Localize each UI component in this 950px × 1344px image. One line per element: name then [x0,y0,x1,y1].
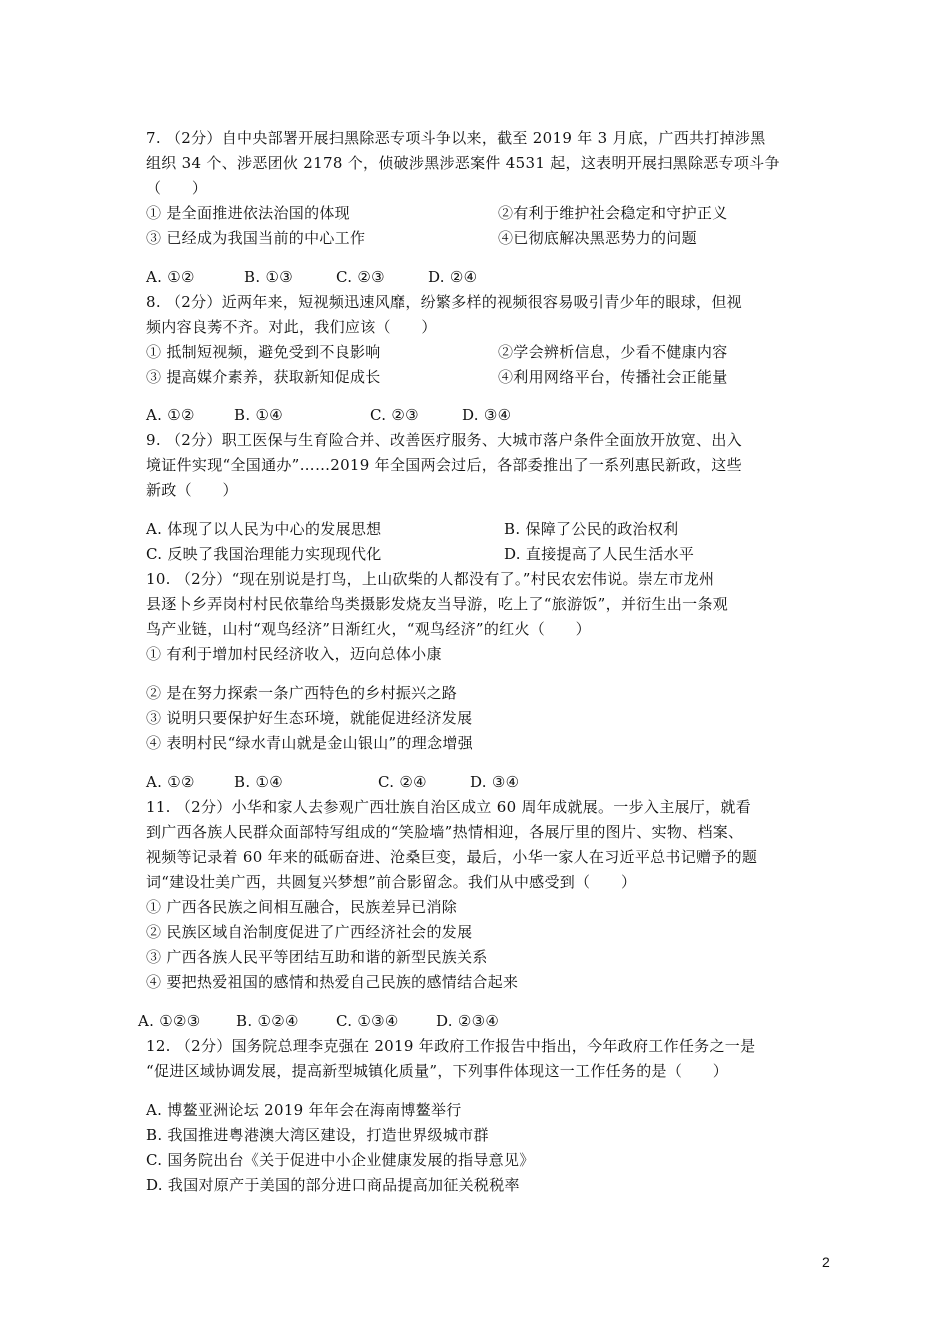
q10-statement-1: ① 有利于增加村民经济收入，迈向总体小康 [146,645,442,663]
q8-statement-1: ① 抵制短视频，避免受到不良影响 [146,343,381,361]
q11-choice-c: C. ①③④ [336,1012,399,1030]
q7-statement-3: ③ 已经成为我国当前的中心工作 [146,229,366,247]
q10-choice-d: D. ③④ [470,773,520,791]
q10-statement-4: ④ 表明村民“绿水青山就是金山银山”的理念增强 [146,734,474,752]
q12-choice-c: C. 国务院出台《关于促进中小企业健康发展的指导意见》 [146,1151,535,1169]
q8-choice-b: B. ①④ [234,406,283,424]
q10-stem-line-1: 10. （2分）“现在别说是打鸟，上山砍柴的人都没有了。”村民农宏伟说。崇左市龙州 [146,570,715,588]
q9-choice-b: B. 保障了公民的政治权利 [504,520,679,538]
q10-choice-a: A. ①② [146,773,195,791]
q8-choice-d: D. ③④ [462,406,512,424]
q10-stem-line-2: 县逐卜乡弄岗村村民依靠给鸟类摄影发烧友当导游，吃上了“旅游饭”，并衍生出一条观 [146,595,729,613]
q8-statement-2: ②学会辨析信息，少看不健康内容 [498,343,728,361]
q11-stem-line-3: 视频等记录着 60 年来的砥砺奋进、沧桑巨变，最后，小华一家人在习近平总书记赠予的题 [146,848,758,866]
q7-statement-2: ②有利于维护社会稳定和守护正义 [498,204,728,222]
q7-stem-line-2: 组织 34 个、涉恶团伙 2178 个，侦破涉黑涉恶案件 4531 起，这表明开展扫黑除恶专项斗争 [146,154,780,172]
q8-statement-4: ④利用网络平台，传播社会正能量 [498,368,728,386]
q10-choice-c: C. ②④ [378,773,427,791]
q8-stem-line-2: 频内容良莠不齐。对此，我们应该（ ） [146,318,437,336]
q9-choice-d: D. 直接提高了人民生活水平 [504,545,695,563]
q7-statement-4: ④已彻底解决黑恶势力的问题 [498,229,697,247]
q7-stem-line-1: 7. （2分）自中央部署开展扫黑除恶专项斗争以来，截至 2019 年 3 月底，广西共打掉涉黑 [146,129,766,147]
q8-stem-line-1: 8. （2分）近两年来，短视频迅速风靡，纷繁多样的视频很容易吸引青少年的眼球，但视 [146,293,742,311]
q7-stem-line-3: （ ） [146,179,208,197]
q12-stem-line-1: 12. （2分）国务院总理李克强在 2019 年政府工作报告中指出，今年政府工作任务之一是 [146,1037,756,1055]
q11-choice-a: A. ①②③ [138,1012,201,1030]
q11-stem-line-2: 到广西各族人民群众面部特写组成的“笑脸墙”热情相迎，各展厅里的图片、实物、档案、 [146,823,744,841]
q12-choice-d: D. 我国对原产于美国的部分进口商品提高加征关税税率 [146,1176,520,1194]
q10-choice-b: B. ①④ [234,773,283,791]
q11-statement-1: ① 广西各民族之间相互融合，民族差异已消除 [146,898,458,916]
q7-choice-d: D. ②④ [428,268,478,286]
q11-choice-b: B. ①②④ [236,1012,299,1030]
q11-stem-line-1: 11. （2分）小华和家人去参观广西壮族自治区成立 60 周年成就展。一步入主展厅，就看 [146,798,751,816]
q7-statement-1: ① 是全面推进依法治国的体现 [146,204,350,222]
page-number: 2 [822,1254,830,1270]
q9-choice-c: C. 反映了我国治理能力实现现代化 [146,545,382,563]
q8-choice-c: C. ②③ [370,406,419,424]
q10-statement-3: ③ 说明只要保护好生态环境，就能促进经济发展 [146,709,473,727]
q8-statement-3: ③ 提高媒介素养，获取新知促成长 [146,368,381,386]
q10-statement-2: ② 是在努力探索一条广西特色的乡村振兴之路 [146,684,458,702]
q12-stem-line-2: “促进区域协调发展，提高新型城镇化质量”，下列事件体现这一工作任务的是（ ） [146,1062,729,1080]
q9-stem-line-1: 9. （2分）职工医保与生育险合并、改善医疗服务、大城市落户条件全面放开放宽、出入 [146,431,742,449]
q12-choice-a: A. 博鳌亚洲论坛 2019 年年会在海南博鳌举行 [146,1101,462,1119]
q11-statement-4: ④ 要把热爱祖国的感情和热爱自己民族的感情结合起来 [146,973,519,991]
q11-stem-line-4: 词“建设壮美广西，共圆复兴梦想”前合影留念。我们从中感受到（ ） [146,873,637,891]
q11-statement-3: ③ 广西各族人民平等团结互助和谐的新型民族关系 [146,948,488,966]
q12-choice-b: B. 我国推进粤港澳大湾区建设，打造世界级城市群 [146,1126,489,1144]
q7-choice-b: B. ①③ [244,268,293,286]
q9-stem-line-3: 新政（ ） [146,481,238,499]
q9-choice-a: A. 体现了以人民为中心的发展思想 [146,520,382,538]
q7-choice-a: A. ①② [146,268,195,286]
q7-choice-c: C. ②③ [336,268,385,286]
q9-stem-line-2: 境证件实现“全国通办”……2019 年全国两会过后，各部委推出了一系列惠民新政，这些 [146,456,742,474]
q11-choice-d: D. ②③④ [436,1012,500,1030]
q8-choice-a: A. ①② [146,406,195,424]
q10-stem-line-3: 鸟产业链，山村“观鸟经济”日渐红火，“观鸟经济”的红火（ ） [146,620,591,638]
q11-statement-2: ② 民族区域自治制度促进了广西经济社会的发展 [146,923,473,941]
